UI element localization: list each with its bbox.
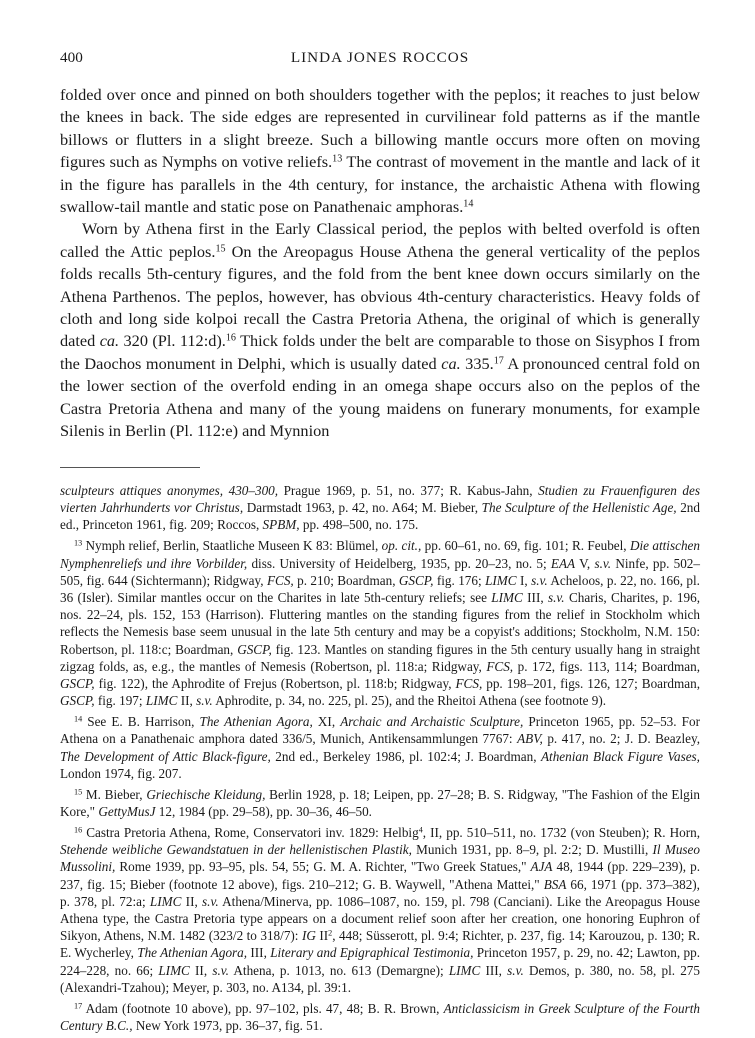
text-run-italic: GSCP, [237,641,272,657]
footnote-number: 17 [74,1001,83,1011]
text-run: Ninfe, pp. 502–505, fig. 644 (Sichtermann); Ridgway, [60,555,700,588]
running-head: LINDA JONES ROCCOS [290,49,470,66]
text-run-italic: LIMC [158,962,190,978]
footnote-16 [60,824,700,996]
text-run: Adam (footnote 10 above), pp. 97–102, pls. 47, 48; B. R. Brown, [82,1000,444,1016]
text-run-italic: s.v. [202,893,219,909]
text-run: Prague 1969, p. 51, no. 377; R. Kabus-Jahn, [278,483,539,498]
text-run: V, [575,555,595,571]
text-run: 66, 1971 (pp. 373–382), p. 378, pl. 72:a; [60,876,700,909]
text-run: Princeton 1957, p. 29, no. 42; Lawton, pp. 224–228, no. 66; [60,945,700,978]
text-run-italic: Studien zu Frauenfiguren des vierten Jahrhunderts vor Christus, [60,483,700,516]
text-run: fig. 176; [433,572,486,588]
text-run-italic: s.v. [594,555,612,571]
page-number: 400 [60,49,83,66]
text-run-italic: Griechische Kleidung, [146,786,266,802]
footnote-ref[interactable]: 15 [215,243,226,255]
text-run-italic: The Athenian Agora, [199,714,313,730]
text-run: See E. B. Harrison, [82,714,200,730]
text-run: III, [480,962,508,978]
page-header [60,49,700,71]
text-run: 48, 1944 (pp. 229–239), p. 237, fig. 15; Bieber (footnote 12 above), figs. 210–212; G. B. Waywell, "Athena Mattei," [60,859,700,892]
text-run-italic: EAA [550,555,576,571]
text-run-italic: SPBM, [262,517,300,533]
text-run-italic: GSCP, [398,572,434,588]
text-run: II [315,928,329,944]
text-run-italic: Stehende weibliche Gewandstatuen in der hellenistischen Plastik, [60,842,412,858]
text-run-italic: ca. [441,353,461,373]
footnote-continuation [60,482,700,534]
text-run: Darmstadt 1963, p. 42, no. A64; M. Bieber, [243,500,482,516]
text-run-italic: AJA [530,859,553,875]
footnote-ref[interactable]: 17 [493,355,504,367]
text-run-italic: s.v. [531,572,548,588]
text-run: pp. 198–201, figs. 126, 127; Boardman, [482,676,700,692]
text-run-italic: GSCP, [60,676,95,692]
text-run: London 1974, fig. 207. [60,765,182,781]
footnotes [60,482,700,1038]
text-run-italic: The Development of Attic Black-figure, [60,748,271,764]
text-run: Demos, p. 380, no. 58, pl. 275 (Alexandri-Tzahou); Meyer, p. 303, no. A134, pl. 39:1. [60,962,700,995]
text-run: Rome 1939, pp. 93–95, pls. 54, 55; G. M. A. Richter, "Two Greek Statues," [115,859,531,875]
text-run: fig. 197; [94,693,146,709]
text-run: 335. [460,353,494,373]
text-run: Athena, p. 1013, no. 613 (Demargne); [228,962,449,978]
text-run-italic: LIMC [145,693,178,709]
footnote-14 [60,713,700,782]
text-run-italic: The Sculpture of the Hellenistic Age, [481,500,677,516]
text-run-italic: LIMC [149,893,182,909]
superscript: 4 [418,825,423,835]
text-run: II, [177,693,197,709]
superscript: 2 [328,928,333,938]
text-run: Nymph relief, Berlin, Staatliche Museen K 83: Blümel, [82,538,382,554]
text-run: III, [247,945,271,961]
text-run: M. Bieber, [82,786,147,802]
text-run: , 448; Süsserott, pl. 9:4; Richter, p. 237, fig. 14; Karouzou, p. 130; R. E. Wycherley, [60,928,700,961]
text-run-italic: s.v. [196,693,213,709]
paragraph-2 [60,218,700,442]
text-run-italic: FCS, [486,658,514,674]
footnote-number: 14 [74,714,83,724]
footnote-number: 15 [74,787,83,797]
text-run: Worn by Athena first in the Early Classical period, the peplos with belted overfold is often called the Attic peplos. [60,219,700,261]
text-run: The contrast of movement in the mantle and lack of it in the figure has parallels in the 4th century, for instance, the archaistic Athena with flowing swallow-tail mantle and static pose on Panathenaic amphoras. [60,152,700,217]
text-run: Castra Pretoria Athena, Rome, Conservatori inv. 1829: Helbig [82,825,419,841]
text-run-italic: s.v. [507,962,524,978]
text-run-italic: Il Museo Mussolini, [60,842,700,875]
text-run-italic: The Athenian Agora, [137,945,248,961]
text-run: pp. 60–61, no. 69, fig. 101; R. Feubel, [421,538,630,554]
text-run: On the Areopagus House Athena the general verticality of the peplos folds recalls 5th-century figures, and the fold from the bent knee down occurs similarly on the Athena Parthenos. The peplos, however, has obvious 4th-century characteristics. Heavy folds of cloth and long side kolpoi recall the Castra Pretoria Athena, the original of which is generally dated [60,241,701,351]
text-run-italic: FCS, [266,572,294,588]
text-run: p. 210; Boardman, [293,572,399,588]
text-run: Aphrodite, p. 34, no. 225, pl. 25), and the Rheitoi Athena (see footnote 9). [212,693,607,709]
text-run: I, [516,572,532,588]
text-run-italic: ca. [99,331,120,351]
text-run: diss. University of Heidelberg, 1935, pp. 20–23, no. 5; [247,555,551,571]
text-run: Thick folds under the belt are comparable to those on Sisyphos I from the Daochos monument in Delphi, which is usually dated [60,331,701,373]
paragraph-1 [60,84,700,218]
main-text [60,84,700,443]
footnote-number: 13 [74,538,83,548]
text-run: Athena/Minerva, pp. 1086–1087, no. 159, pl. 798 (Canciani). Like the Areopagus House Athena type, the Castra Pretoria type appears on a document relief soon after her creation, one honoring Euphron of Sikyon, Athens, N.M. 1482 (323/2 to 318/7): [60,893,700,944]
footnote-13 [60,537,700,709]
text-run: Princeton 1965, pp. 52–53. For Athena on a Panathenaic amphora dated 336/5, Munich, Antikensammlungen 7767: [60,714,700,747]
text-run: 2nd ed., Princeton 1961, fig. 209; Roccos, [60,500,700,533]
text-run-italic: Literary and Epigraphical Testimonia, [270,945,474,961]
text-run: Acheloos, p. 22, no. 166, pl. 36 (Isler). Similar mantles occur on the Charites in late 5th-century reliefs; see [60,572,700,606]
text-run-italic: LIMC [485,572,517,588]
footnote-15 [60,786,700,820]
text-run-italic: op. cit., [381,538,422,554]
text-run: 320 (Pl. 112:d). [119,331,226,351]
footnote-ref[interactable]: 14 [463,198,474,210]
footnote-ref[interactable]: 13 [332,153,343,165]
text-run: II, [189,962,213,978]
text-run-italic: s.v. [548,590,565,606]
text-run-italic: Athenian Black Figure Vases, [540,748,700,764]
text-run: , II, pp. 510–511, no. 1732 (von Steuben); R. Horn, [422,825,700,841]
text-run: Munich 1931, pp. 8–9, pl. 2:2; D. Mustilli, [411,842,653,858]
text-run: XI, [312,714,341,730]
text-run: 2nd ed., Berkeley 1986, pl. 102:4; J. Boardman, [270,748,541,764]
text-run-italic: BSA [543,876,567,892]
text-run-italic: GSCP, [60,693,95,709]
text-run: Berlin 1928, p. 18; Leipen, pp. 27–28; B. S. Ridgway, "The Fashion of the Elgin Kore," [60,786,700,820]
text-run-italic: FCS, [455,676,483,692]
text-run-italic: Anticlassicism in Greek Sculpture of the Fourth Century B.C., [60,1000,700,1034]
text-run-italic: LIMC [491,590,523,606]
text-run: New York 1973, pp. 36–37, fig. 51. [132,1018,323,1034]
text-run-italic: ABV, [517,731,543,747]
text-run-italic: s.v. [212,962,229,978]
text-run: pp. 498–500, no. 175. [299,517,419,533]
footnote-ref[interactable]: 16 [225,332,236,344]
text-run: Charis, Charites, p. 196, nos. 22–24, pls. 152, 153 (Harrison). Fluttering mantles on the standing figures from the relief in Stockholm which reflects the Nemesis base seem unusual in the late 5th century and may be a copyist's additions; Stockholm, N.M. 150: Robertson, pl. 118:c; Boardman, [60,590,700,657]
footnote-rule [60,467,200,468]
text-run-italic: IG [301,928,316,944]
text-run: p. 417, no. 2; J. D. Beazley, [542,731,700,747]
text-run-italic: GettyMusJ [98,804,156,820]
text-run: fig. 122), the Aphrodite of Frejus (Robertson, pl. 118:b; Ridgway, [94,676,456,692]
text-run-italic: Die attischen Nymphenreliefs und ihre Vorbilder, [60,538,700,571]
text-run: folded over once and pinned on both shoulders together with the peplos; it reaches to just below the knees in back. The side edges are represented in curvilinear fold patterns as if the mantle billows or flutters in a slight breeze. Such a billowing mantle occurs more often on moving figures such as Nymphs on votive reliefs. [60,85,700,172]
text-run: 12, 1984 (pp. 29–58), pp. 30–36, 46–50. [155,804,372,820]
text-run-italic: LIMC [448,962,481,978]
text-run: A pronounced central fold on the lower section of the overfold ending in an omega shape occurs also on the peplos of the Castra Pretoria Athena and many of the young maidens on funerary monuments, for example Silenis in Berlin (Pl. 112:e) and Mynnion [60,353,701,441]
text-run-italic: Archaic and Archaistic Sculpture, [340,714,524,730]
text-run: III, [522,590,548,606]
text-run: fig. 123. Mantles on standing figures in the 5th century usually hang in straight zigzag folds, as, e.g., the mantles of Nemesis (Robertson, pl. 118:a; Ridgway, [60,641,701,674]
footnote-number: 16 [74,825,83,835]
footnote-17 [60,1000,700,1034]
text-run: p. 172, figs. 113, 114; Boardman, [513,658,700,674]
text-run-italic: sculpteurs attiques anonymes, 430–300, [60,483,279,498]
text-run: II, [181,893,203,909]
